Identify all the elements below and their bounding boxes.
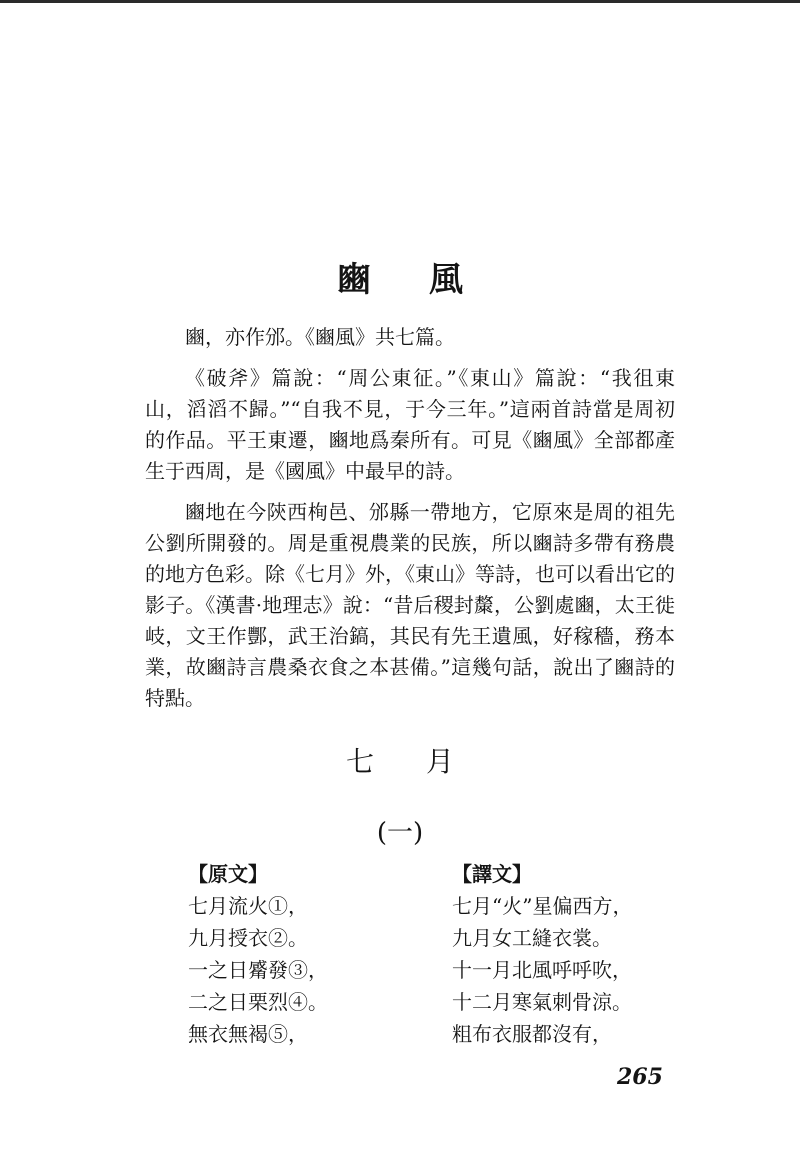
translation-column: [452, 858, 692, 1050]
translation-lines: [452, 890, 692, 1050]
poem-line: 九月授衣②。: [188, 926, 308, 950]
poem-line: 一之日觱發③，: [188, 958, 328, 982]
translation-line: 十一月北風呼呼吹，: [452, 958, 632, 982]
original-text-column: [188, 858, 418, 1050]
translation-line: 十二月寒氣刺骨涼。: [452, 990, 632, 1014]
stanza-label: (一): [376, 818, 424, 848]
translation-line: 九月女工縫衣裳。: [452, 926, 612, 950]
intro-text: [145, 322, 675, 724]
poem-line: 無衣無褐⑤，: [188, 1022, 308, 1046]
page-number: 265: [617, 1064, 663, 1090]
poem-title: 七月: [345, 745, 506, 778]
intro-paragraph: 豳，亦作邠。《豳風》共七篇。: [185, 325, 455, 349]
intro-paragraph: 《破斧》篇說：“周公東征。”《東山》篇說：“我徂東山，滔滔不歸。”“自我不見，于今三年。”這兩首詩當是周初的作品。平王東遷，豳地爲秦所有。可見《豳風》全部都產生于西周，是《國風》中最早的詩。: [145, 366, 675, 483]
top-rule: [0, 0, 800, 3]
original-lines: [188, 890, 418, 1050]
original-text-header: 【原文】: [188, 862, 268, 886]
section-title: 豳風: [337, 260, 521, 300]
translation-line: 七月“火”星偏西方，: [452, 894, 633, 918]
translation-header: 【譯文】: [452, 862, 532, 886]
poem-line: 七月流火①，: [188, 894, 308, 918]
poem-line: 二之日栗烈④。: [188, 990, 328, 1014]
translation-line: 粗布衣服都沒有，: [452, 1022, 612, 1046]
intro-paragraph: 豳地在今陝西栒邑、邠縣一帶地方，它原來是周的祖先公劉所開發的。周是重視農業的民族，所以豳詩多帶有務農的地方色彩。除《七月》外，《東山》等詩，也可以看出它的影子。《漢書·地理志》說：“昔后稷封斄，公劉處豳，太王徙岐，文王作酆，武王治鎬，其民有先王遺風，好稼穡，務本業，故豳詩言農桑衣食之本甚備。”這幾句話，說出了豳詩的特點。: [145, 500, 675, 710]
